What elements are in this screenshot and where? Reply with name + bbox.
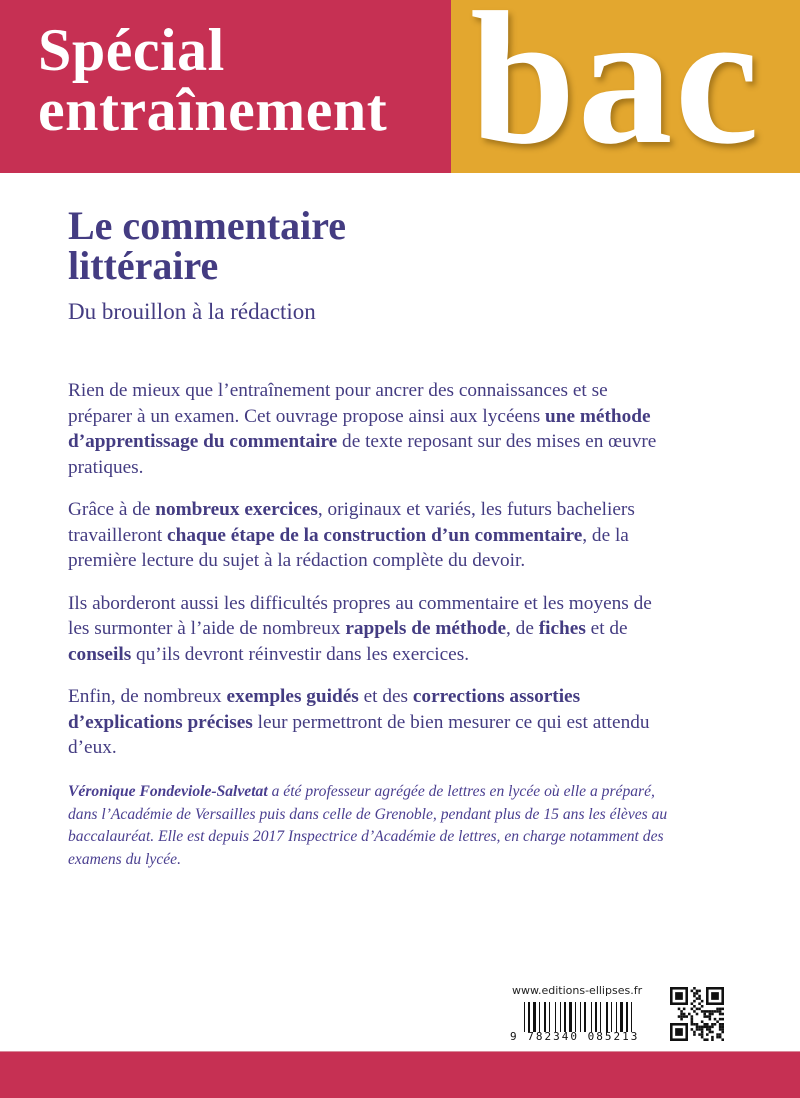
cover-header	[0, 0, 800, 184]
series-title-line2: entraînement	[38, 77, 388, 143]
description-paragraph: Grâce à de nombreux exercices, originaux et variés, les futurs bacheliers travailleront chaque étape de la construction d’un commentaire, de la première lecture du sujet à la rédaction complète du devoir.	[68, 499, 635, 571]
author-bio	[68, 781, 668, 871]
series-title	[38, 17, 388, 143]
description-paragraph: Ils aborderont aussi les difficultés propres au commentaire et les moyens de les surmonter à l’aide de nombreux rappels de méthode, de fiches et de conseils qu’ils devront réinvestir dans les exercices.	[68, 592, 652, 665]
isbn-digits: 9 782340 085213	[510, 1030, 640, 1043]
author-bio-text: a été professeur agrégée de lettres en lycée où elle a préparé, dans l’Académie de Versailles puis dans celle de Grenoble, pendant plus de 15 ans les élèves au baccalauréat. Elle est depuis 2017 Inspectrice d’Académie de lettres, en charge notamment des examens du lycée.	[68, 783, 668, 868]
bac-logo: bac	[470, 0, 761, 184]
author-name: Véronique Fondeviole-Salvetat	[68, 783, 268, 800]
qr-code-icon	[670, 987, 724, 1041]
description	[68, 378, 658, 778]
book-title-line1: Le commentaire	[68, 203, 347, 248]
book-title-line2: littéraire	[68, 243, 219, 288]
series-banner	[0, 0, 451, 173]
book-title	[68, 203, 347, 288]
book-subtitle: Du brouillon à la rédaction	[68, 299, 316, 324]
publisher-block	[510, 984, 740, 1044]
publisher-website[interactable]: www.editions-ellipses.fr	[512, 984, 643, 997]
barcode-icon	[510, 1002, 658, 1042]
barcode-bars	[524, 1002, 654, 1032]
series-title-line1: Spécial	[38, 17, 225, 83]
bottom-band	[0, 1051, 800, 1098]
description-paragraph: Rien de mieux que l’entraînement pour ancrer des connaissances et se préparer à un examen. Cet ouvrage propose ainsi aux lycéens une méthode d’apprentissage du commentaire de texte reposant sur des mises en œuvre pratiques.	[68, 380, 657, 478]
description-paragraph: Enfin, de nombreux exemples guidés et des corrections assorties d’explications précises leur permettront de bien mesurer ce qui est attendu d’eux.	[68, 686, 650, 758]
title-block	[68, 203, 347, 326]
